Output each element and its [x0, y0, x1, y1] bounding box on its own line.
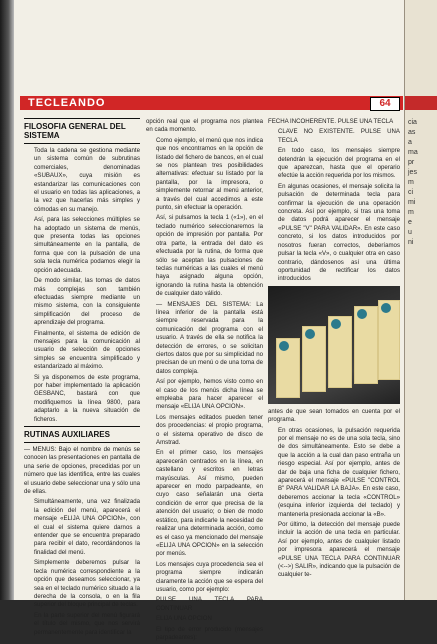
- page-number: 64: [370, 97, 400, 111]
- text-fragment: m: [408, 179, 414, 186]
- software-box: [276, 338, 300, 398]
- software-box: [328, 316, 352, 388]
- software-box: [378, 300, 400, 380]
- paragraph: Como ejemplo, el menú que nos indica que nos encontramos en la opción de listado del fichero de bancos, en el cual se nos plantean tres posibilidades alternativas: efectuar su listado por la pantalla, por la impresora, o simplemente retornar al menú anterior, a través del cual accedimos a este punto, sin efectuar la operación.: [156, 136, 263, 212]
- paragraph: Simplemente deberemos pulsar la tecla numérica correspondiente a la opción que deseamos seleccionar, ya sea en el teclado numérico situado a la derecha de la consola, o en la fila superior del bloque principal de teclas.: [34, 559, 140, 609]
- text-fragment: as: [408, 129, 416, 136]
- text-fragment: e: [408, 219, 412, 226]
- example-message: PULSE UNA TECLA PARA CONTINUAR: [156, 596, 263, 612]
- example-message: ELIJA UNA OPCION: [156, 615, 212, 623]
- paragraph: En otras ocasiones, la pulsación requerida por el mensaje no es de una sola tecla, sino de dos simultáneamente. Esto se debe a que la acción a la cual dan paso entraña un riesgo especial. Así por ejemplo, antes de dar de baja una ficha de cualquier fichero, aparecerá el mensaje «PULSE "CONTROL B" PARA VALIDAR LA BAJA». En este caso, deberemos accionar la tecla «CONTROL» (esquina inferior izquierda del teclado) y mantenerla presionada accionar la «B».: [278, 426, 400, 518]
- paragraph: Así, para las selecciones múltiples se ha adoptado un sistema de menús, que presenta todas las opciones simultáneamente en la pantalla, de forma que con la pulsación de una sola tecla numérica podamos elegir la opción adecuada.: [34, 216, 140, 274]
- paragraph: opción real que el programa nos plantea en cada momento.: [146, 118, 263, 134]
- paragraph: Así, si pulsamos la tecla 1 («1»), en el teclado numérico seleccionaremos la opción de impresión por pantalla. Por otra parte, la entrada del dato es efectuada por la rutina, de forma que sólo se aceptan las pulsaciones de teclas numéricas a las cuales el menú haya asignado alguna opción, ignorando la rutina hasta la obtención de cualquier dato válido.: [156, 214, 263, 298]
- paragraph: Así por ejemplo, hemos visto como en el caso de los menús dicha línea se empleaba para hacer aparecer el mensaje «ELIJA UNA OPCION».: [156, 378, 263, 411]
- text-fragment: a: [408, 139, 412, 146]
- paragraph: — MENSAJES DEL SISTEMA: La línea inferior de la pantalla está siempre reservada para la comunicación del programa con el usuario. A través de ella se notifica la detección de errores, o se solicitan ciertos datos que por su simplicidad no precisan de un menú o de una toma de datos compleja.: [156, 300, 263, 375]
- example-message: FECHA INCOHERENTE. PULSE UNA TECLA: [268, 118, 394, 125]
- text-fragment: mi: [408, 199, 416, 206]
- next-page-header-bar: [405, 96, 437, 110]
- text-fragment: jes: [408, 169, 417, 176]
- heading-rule: [24, 426, 140, 427]
- binding-shadow: [0, 0, 14, 600]
- example-message: CLAVE NO EXISTENTE. PULSE UNA TECLA: [278, 128, 400, 144]
- text-fragment: m: [408, 209, 414, 216]
- heading-rutinas: RUTINAS AUXILIARES: [24, 430, 110, 439]
- text-fragment: u: [408, 229, 412, 236]
- section-title: TECLEANDO: [28, 97, 106, 109]
- paragraph: Toda la cadena se gestiona mediante un sistema común de subrutinas comerciales, denominadas «SUBAUX», cuya misión es estandarizar las comunicaciones con el usuario en todas las aplicaciones, a la vez que hacerlas más simples y cómodas en su manejo.: [34, 147, 140, 213]
- paragraph: En algunas ocasiones, el mensaje solicita la pulsación de determinada tecla para confirmar la ejecución de una operación concreta. Así por ejemplo, si tras una toma de datos podrá aparecer el mensaje «PULSE "V" PARA VALIDAR». En este caso concreto, si los datos introducidos por nosotros fueran correctos, deberíamos pulsar la tecla «V», o cualquier otra en caso contrario, dándosenos así una última oportunidad de rectificar los datos introducidos: [278, 182, 400, 283]
- paragraph: Simultáneamente, una vez finalizada la edición del menú, aparecerá el mensaje «ELIJA UNA OPCION», con el cual el sistema quiere darnos a entender que se encuentra preparado para recibir el dato, recordándonos la finalidad del menú.: [34, 498, 140, 556]
- heading-filosofia: FILOSOFIA GENERAL DEL SISTEMA: [24, 122, 126, 140]
- text-fragment: pr: [408, 159, 415, 166]
- text-fragment: ni: [408, 239, 414, 246]
- paragraph: Los mensajes editados pueden tener dos procedencias: el propio programa, o el sistema operativo de disco de Amstrad.: [156, 413, 263, 447]
- heading-rule: [24, 143, 140, 144]
- column-1: [24, 118, 140, 639]
- column-2: [146, 118, 263, 644]
- software-boxes-photo: [268, 286, 400, 404]
- text-fragment: ci: [408, 189, 414, 196]
- text-fragment: cia: [408, 119, 417, 126]
- paragraph: Si ya disponemos de este programa, por haber implementado la aplicación GESBANC, bastará con que modifiquemos la línea 9800, para adaptarlo a la nueva situación de ficheros.: [34, 373, 140, 423]
- paragraph: — MENUS: Bajo el nombre de menús se conocen las presentaciones en pantalla de una serie de opciones, precedidas por un número que las identifica, entre las cuales el usuario debe seleccionar una y sólo una de ellas.: [24, 446, 140, 496]
- paragraph: antes de que sean tomados en cuenta por el programa.: [268, 407, 400, 424]
- paragraph: De modo similar, las tomas de datos más complejas son también efectuadas siempre mediante un mismo sistema, con la consiguiente simplificación del proceso de aprendizaje del programa.: [34, 277, 140, 327]
- paragraph: Los mensajes cuya procedencia sea el programa siempre indicarán claramente la acción que se espera del usuario, como por ejemplo:: [156, 560, 263, 593]
- heading-rule: [24, 442, 140, 443]
- paragraph: En la parte superior del menú figurará el título del mismo, que nos servirá permanentemente para identificar la: [34, 611, 140, 636]
- paragraph: El tipo de error producido (mensajes parpadeantes):: [156, 625, 263, 641]
- software-box: [302, 326, 326, 392]
- software-box: [354, 306, 378, 384]
- next-page-edge: [404, 0, 437, 600]
- paragraph: En el primer caso, los mensajes aparecerán centrados en la línea, en castellano y escritos en letras mayúsculas. Así mismo, pueden aparecer en modo parpadeante, en cuyo caso señalarán una cierta condición de error que precisa de la atención del usuario; o bien de modo estático, para indicarle la necesidad de realizar una determinada acción, como es el caso ya mencionado del mensaje «ELIJA UNA OPCION» en la selección por menús.: [156, 449, 263, 558]
- paragraph: Por último, la detección del mensaje puede incluir la acción de una tecla en particular. Así por ejemplo, antes de cualquier listado por impresora aparecerá el mensaje «PULSE UNA TECLA PARA CONTINUAR (<-->) SALIR», indicando que la pulsación de cualquier te-: [278, 521, 400, 579]
- paragraph: Finalmente, el sistema de edición de mensajes para la comunicación al usuario de selección de opciones simples se encuentra simplificado y estandarizado al máximo.: [34, 329, 140, 371]
- text-fragment: ma: [408, 149, 418, 156]
- paragraph: En todo caso, los mensajes siempre detendrán la ejecución del programa en el que aparezcan, hasta que el operario efectúe la acción requerida por los mismos.: [278, 147, 400, 180]
- column-3: [268, 118, 400, 582]
- heading-rule: [24, 118, 140, 119]
